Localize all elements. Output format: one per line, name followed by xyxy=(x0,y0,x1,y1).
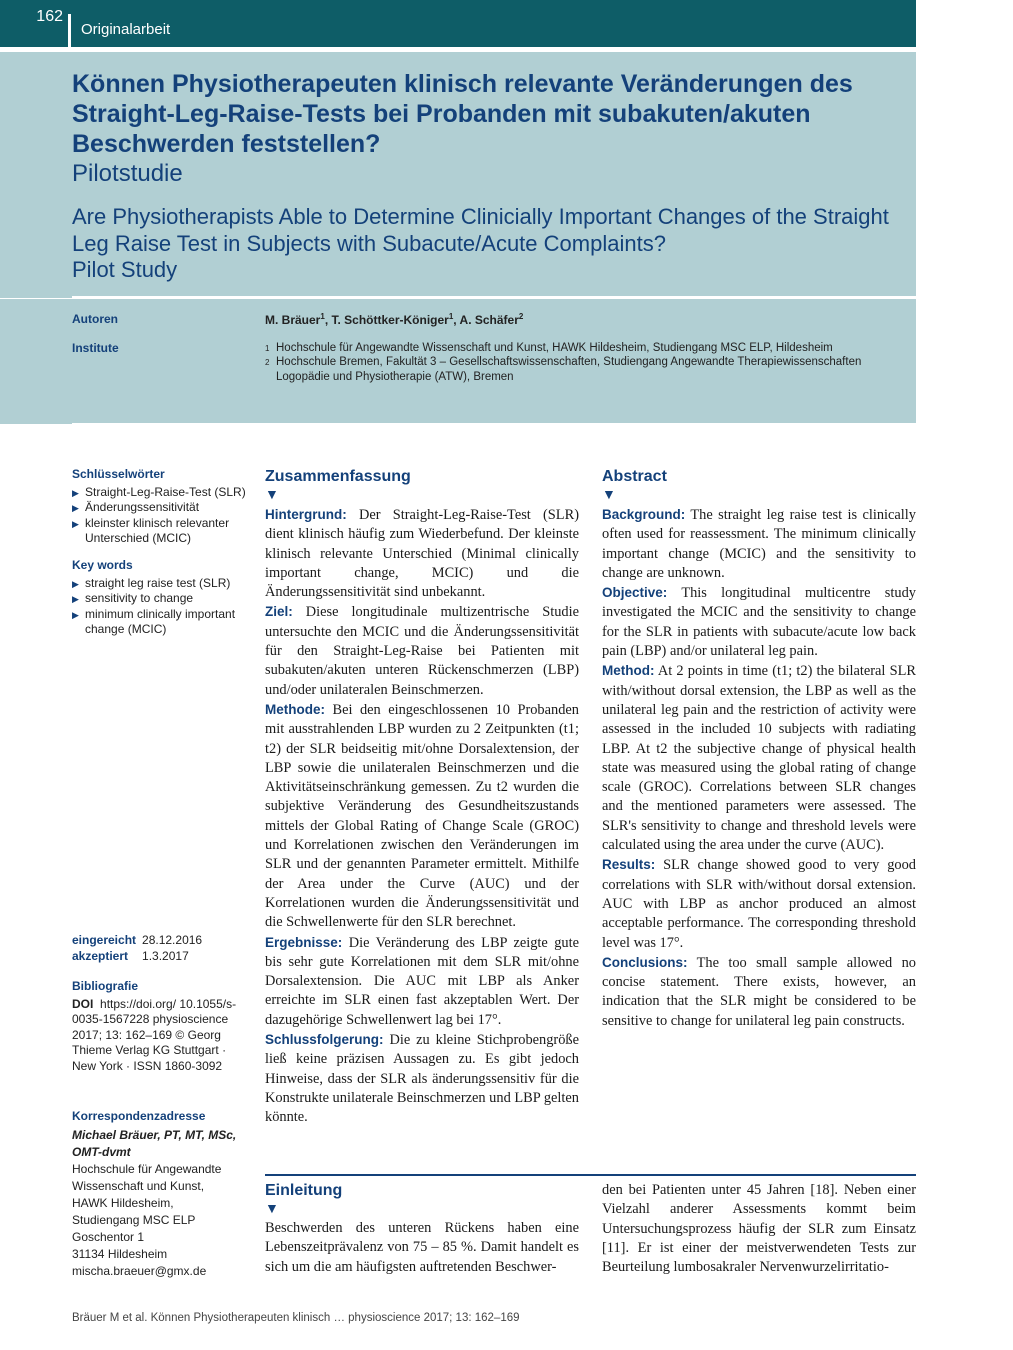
address-line: Hochschule für Angewandte xyxy=(72,1162,222,1176)
keyword-label: Background: xyxy=(602,507,686,522)
keywords-english-title: Key words xyxy=(72,558,133,572)
footer-citation: Bräuer M et al. Können Physiotherapeuten klinisch … physioscience 2017; 13: 162–169 xyxy=(72,1312,520,1324)
paragraph-text: Die Veränderung des LBP zeigte gute bis sehr gute Korrelationen mit dem SLR mit/ohne Dorsalextension. Die AUC mit LBP als Anker erreichte im SLR einen fast akzeptablen Wert. Der dazugehörige Schwellenwert lag bei 17°. xyxy=(265,934,579,1028)
bullet-triangle-icon: ▶ xyxy=(72,594,79,604)
paragraph-method xyxy=(602,661,916,855)
title-divider xyxy=(72,296,916,298)
keyword-label: Ziel: xyxy=(265,604,293,620)
keyword-item: ▶ straight leg raise test (SLR) xyxy=(72,576,247,592)
author-1-affiliation: 1 xyxy=(320,312,325,321)
institute-1-text: Hochschule für Angewandte Wissenschaft und Kunst, HAWK Hildesheim, Studiengang MSC ELP, Hildesheim xyxy=(276,342,833,354)
paragraph-background xyxy=(265,505,579,602)
title-english: Are Physiotherapists Able to Determine Clinicially Important Changes of the Straight Leg Raise Test in Subjects with Subacute/Acute Complaints? xyxy=(72,204,889,256)
section-label: Originalarbeit xyxy=(81,21,171,38)
author-2: T. Schöttker-Königer xyxy=(331,313,449,327)
paragraph-conclusion xyxy=(602,953,916,1031)
bibliography xyxy=(72,979,244,1074)
paragraph-text: The too small sample allowed no concise statement. There exists, however, an indication that the SLR might be considered to be sensitive to change for unilateral leg pain constructs. xyxy=(602,954,916,1029)
accepted-date: 1.3.2017 xyxy=(142,948,189,963)
arrow-down-icon: ▼ xyxy=(265,1202,279,1217)
paragraph-method xyxy=(265,700,579,933)
address-line: HAWK Hildesheim, xyxy=(72,1196,174,1210)
einleitung-divider xyxy=(265,1174,916,1176)
paragraph-text: This longitudinal multicentre study investigated the MCIC and the sensitivity to change for the SLR in patients with subacute/acute low back pain (LBP) and/or unilateral leg pain. xyxy=(602,585,916,660)
paragraph-objective xyxy=(265,602,579,699)
abstract-section xyxy=(602,467,916,1031)
paragraph-text: Bei den eingeschlossenen 10 Probanden mit ausstrahlenden LBP wurden zu 2 Zeitpunkten (t1; t2) der SLR beidseitig mit/ohne Dorsalextension, der LBP sowie die unilateralen Beinschmerzen und die Aktivitätseinschränkung gemessen. Zu t2 wurden die subjektive Veränderung des Gesundheitszustands mittels der Global Rating of Change Scale (GROC) und Korrelationen zwischen den Veränderungen im SLR und der genannten Parameter ermittelt. Mithilfe der Area under the Curve (AUC) und der Korrelationen wurden die Änderungssensitivität und die Schwellenwerte für den SLR berechnet. xyxy=(265,701,579,931)
einleitung-section xyxy=(265,1181,579,1277)
author-3: A. Schäfer xyxy=(459,313,519,327)
paragraph-text: The straight leg raise test is clinically often used for reassessment. The minimum clinically important change (MCIC) and the sensitivity to change are unknown. xyxy=(602,507,916,581)
keyword-label: Objective: xyxy=(602,585,668,601)
address-line: Studiengang MSC ELP xyxy=(72,1213,196,1227)
institute-2-number: 2 xyxy=(265,358,270,367)
email-link[interactable]: mischa.braeuer@gmx.de xyxy=(72,1264,207,1278)
doi-label: DOI xyxy=(72,996,94,1011)
address-line: 31134 Hildesheim xyxy=(72,1247,168,1261)
paragraph-text: At 2 points in time (t1; t2) the bilateral SLR with/without dorsal extension, the LBP as well as the unilateral leg pain and the restriction of activity were assessed in the included 10 subjects with radiating LBP. At t2 the subjective change of physical health state was measured using the global rating of change scale (GROC). Correlations between SLR changes and the mentioned parameters were assessed. The SLR's sensitivity to change and threshold levels were calculated using the area under the curve (AUC). xyxy=(602,663,916,854)
zusammenfassung-heading: Zusammenfassung xyxy=(265,468,411,485)
institute-1-number: 1 xyxy=(265,344,270,353)
authors-label: Autoren xyxy=(72,312,118,326)
zusammenfassung-section xyxy=(265,467,579,1128)
address-line: Goschentor 1 xyxy=(72,1230,145,1244)
keywords-english xyxy=(72,558,247,638)
abstract-heading: Abstract xyxy=(602,468,667,485)
institute-2 xyxy=(265,355,861,385)
institute-2-line1: Hochschule Bremen, Fakultät 3 – Gesellschaftswissenschaften, Studiengang Angewandte Therapiewissenschaften xyxy=(276,356,862,368)
bullet-triangle-icon: ▶ xyxy=(72,503,79,513)
header-divider xyxy=(68,14,71,47)
arrow-down-icon: ▼ xyxy=(265,488,279,503)
paragraph-background xyxy=(602,505,916,583)
subtitle-english: Pilot Study xyxy=(72,257,178,282)
einleitung-text-right: den bei Patienten unter 45 Jahren [18]. Neben einer Vielzahl anderer Assessments kommt beim Untersuchungsprozess häufig der SLR zum Einsatz [11]. Er ist einer der meistverwendeten Tests zur Beurteilung lumbosakraler Nervenwurzelirritatio- xyxy=(602,1182,916,1276)
paragraph-results xyxy=(602,855,916,952)
author-3-affiliation: 2 xyxy=(518,312,524,321)
keyword-label: Conclusions: xyxy=(602,954,688,970)
author-2-affiliation: 1 xyxy=(448,312,454,321)
header-bottom-divider xyxy=(72,423,916,425)
keywords-german-title: Schlüsselwörter xyxy=(72,467,165,481)
einleitung-text-left: Beschwerden des unteren Rückens haben eine Lebenszeitprävalenz von 75 – 85 %. Damit handelt es sich um die am häufigsten auftretenden Beschwer- xyxy=(265,1220,579,1275)
bullet-triangle-icon: ▶ xyxy=(72,487,79,498)
institutes-label: Institute xyxy=(72,341,119,355)
keyword-item: ▶ minimum clinically important change (MCIC) xyxy=(72,606,236,636)
bullet-triangle-icon: ▶ xyxy=(72,518,79,529)
address-line: Wissenschaft und Kunst, xyxy=(72,1179,205,1193)
keyword-item: ▶ Änderungssensitivität xyxy=(72,500,247,516)
keyword-item: ▶ sensitivity to change xyxy=(72,591,247,607)
paragraph-text: SLR change showed good to very good correlations with SLR with/without dorsal extension. AUC with LBP as anchor produced an almost acceptable performance. The corresponding threshold level was 17°. xyxy=(602,857,916,951)
keyword-label: Ergebnisse: xyxy=(265,934,343,950)
paragraph-text: Diese longitudinale multizentrische Studie untersuchte den MCIC und die Änderungssensitivität für den Straight-Leg-Raise bei Patienten mit subakuten/akuten unteren Rückenschmerzen (LBP) und/oder unilateralen Beinschmerzen. xyxy=(265,604,579,698)
author-list: M. Bräuer$^1$, T. Schöttker-Königer$^1$, A. Schäfer$^2$ xyxy=(265,312,524,327)
author-block xyxy=(0,299,916,424)
bibliography-title: Bibliografie xyxy=(72,979,139,993)
keyword-item: ▶ kleinster klinisch relevanter Unterschied (MCIC) xyxy=(72,515,230,545)
institute-2-line2: Logopädie und Physiotherapie (ATW), Bremen xyxy=(276,371,514,383)
einleitung-continued xyxy=(602,1181,916,1277)
accepted-label: akzeptiert xyxy=(72,948,129,963)
paragraph-objective xyxy=(602,583,916,661)
title-block xyxy=(0,52,916,298)
correspondence-name: Michael Bräuer, PT, MT, MSc, OMT-dvmt xyxy=(72,1128,237,1159)
bullet-triangle-icon: ▶ xyxy=(72,578,79,589)
title-german: Können Physiotherapeuten klinisch relevante Veränderungen des Straight-Leg-Raise-Tests bei Probanden mit subakuten/akuten Beschwerden feststellen? xyxy=(72,70,853,158)
keyword-label: Methode: xyxy=(265,701,325,717)
keywords-german xyxy=(72,467,247,547)
subtitle-german: Pilotstudie xyxy=(72,160,183,187)
einleitung-heading: Einleitung xyxy=(265,1182,343,1199)
bibliography-text: https://doi.org/ 10.1055/s-0035-1567228 physioscience 2017; 13: 162–169 © Georg Thieme Verlag KG Stuttgart · New York · ISSN 1860-3092 xyxy=(72,996,237,1073)
author-1: M. Bräuer xyxy=(265,313,321,327)
keyword-label: Schlussfolgerung: xyxy=(265,1032,384,1048)
page-number: 162 xyxy=(36,8,63,25)
arrow-down-icon: ▼ xyxy=(602,488,616,503)
keyword-label: Results: xyxy=(602,857,656,873)
paragraph-conclusion xyxy=(265,1030,579,1127)
keyword-item: ▶ Straight-Leg-Raise-Test (SLR) xyxy=(72,485,247,501)
paragraph-text: Die zu kleine Stichprobengröße ließ keine präzisen Aussagen zu. Es gibt jedoch Hinweise, dass der SLR als änderungssensitiv für die Konstrukte unilaterale Beinschmerzen und LBP gelten könnte. xyxy=(265,1032,579,1126)
received-date: 28.12.2016 xyxy=(142,933,203,947)
bullet-triangle-icon: ▶ xyxy=(72,609,79,620)
paragraph-results xyxy=(265,933,579,1030)
correspondence xyxy=(72,1108,247,1280)
correspondence-title: Korrespondenzadresse xyxy=(72,1109,206,1123)
institute-1 xyxy=(265,341,833,356)
received-label: eingereicht xyxy=(72,933,137,947)
keyword-label: Method: xyxy=(602,663,655,679)
keyword-label: Hintergrund: xyxy=(265,507,347,522)
submission-dates xyxy=(72,933,247,964)
paragraph-text: Der Straight-Leg-Raise-Test (SLR) dient klinisch häufig zum Wiederbefund. Der kleinste klinisch relevante Unterschied (Minimal clinically important change, MCIC) und die Änderungssensitivität sind unbekannt. xyxy=(265,507,579,601)
